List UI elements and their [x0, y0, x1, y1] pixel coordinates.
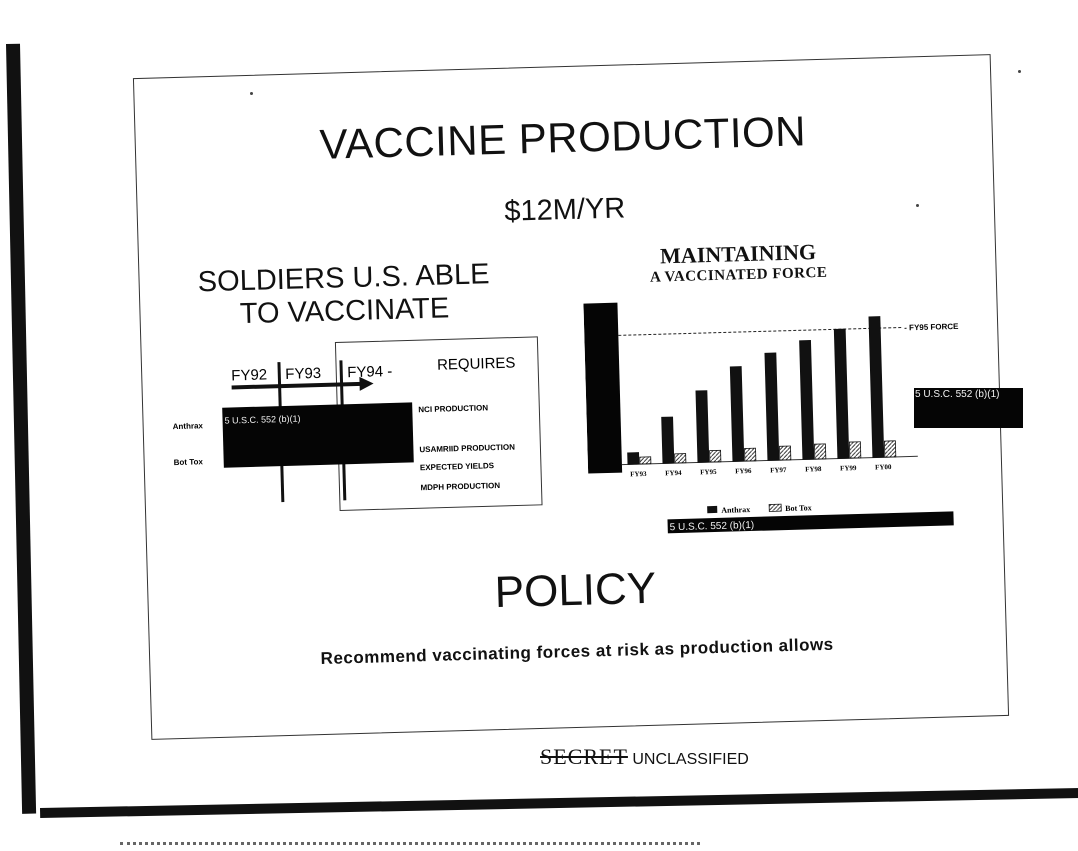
requires-label: REQUIRES	[436, 354, 516, 374]
timeline-period-fy92: FY92	[231, 366, 268, 385]
classification-marking	[540, 744, 749, 770]
redaction-chart-right	[914, 388, 1023, 428]
policy-heading: POLICY	[494, 563, 657, 618]
x-tick-label: FY95	[700, 467, 717, 477]
timeline-period-fy94: FY94 -	[347, 362, 393, 382]
bar-bottox-fy93	[640, 457, 651, 464]
requirement-nci: NCI PRODUCTION	[418, 403, 489, 415]
chart-heading-line2: A VACCINATED FORCE	[649, 264, 828, 286]
bar-bottox-fy96	[745, 448, 756, 461]
x-tick-label: FY96	[735, 466, 752, 476]
bar-anthrax-fy93	[628, 453, 639, 465]
legend-swatch-bottox	[769, 504, 781, 511]
bar-anthrax-fy99	[834, 329, 849, 458]
bar-anthrax-fy96	[730, 367, 744, 462]
redaction-anthrax-row-label: 5 U.S.C. 552 (b)(1)	[224, 413, 301, 426]
bar-bottox-fy94	[675, 454, 686, 464]
classification-struck: SECRET	[540, 744, 628, 769]
row-label-anthrax: Anthrax	[172, 421, 204, 432]
x-tick-label: FY99	[840, 464, 857, 473]
requirement-yields: EXPECTED YIELDS	[419, 461, 495, 473]
x-tick-label: FY93	[630, 469, 647, 479]
requirement-mdph: MDPH PRODUCTION	[420, 480, 501, 493]
x-tick-label: FY97	[770, 465, 787, 475]
scan-page-edge-bottom	[40, 788, 1078, 818]
legend-label-anthrax: Anthrax	[721, 505, 751, 515]
redaction-anthrax-row	[222, 402, 414, 467]
chart-heading-line1: MAINTAINING	[659, 239, 817, 269]
classification-current: UNCLASSIFIED	[632, 751, 749, 768]
bar-bottox-fy99	[849, 442, 860, 458]
redaction-chart-right-label: 5 U.S.C. 552 (b)(1)	[915, 389, 1000, 400]
bar-anthrax-fy00	[869, 317, 884, 458]
scan-page-edge-left	[6, 44, 36, 814]
bar-bottox-fy95	[710, 450, 721, 462]
timeline-period-fy93: FY93	[285, 364, 322, 383]
bar-bottox-fy98	[814, 444, 825, 459]
legend-label-bottox: Bot Tox	[785, 503, 812, 514]
legend-swatch-anthrax	[707, 506, 717, 513]
left-section-heading: SOLDIERS U.S. ABLE TO VACCINATE	[197, 258, 490, 331]
policy-text: Recommend vaccinating forces at risk as production allows	[320, 634, 834, 669]
scan-speck	[1018, 70, 1021, 73]
bar-anthrax-fy95	[696, 391, 709, 463]
slide-title: VACCINE PRODUCTION	[318, 107, 807, 168]
slide-subtitle: $12M/YR	[503, 192, 626, 228]
requirement-usamriid: USAMRIID PRODUCTION	[419, 442, 516, 455]
x-tick-label: FY94	[665, 468, 682, 478]
bar-bottox-fy00	[884, 441, 895, 457]
bar-bottox-fy97	[779, 446, 790, 460]
row-label-bottox: Bot Tox	[173, 457, 204, 468]
bar-anthrax-fy97	[765, 353, 779, 461]
reference-line-label: - FY95 FORCE	[904, 321, 959, 333]
x-tick-label: FY98	[805, 465, 822, 474]
reference-line-force	[618, 327, 902, 335]
timeline-diagram	[160, 327, 545, 528]
redaction-chart-bottom-label: 5 U.S.C. 552 (b)(1)	[669, 519, 755, 534]
bar-anthrax-fy98	[800, 340, 814, 459]
x-tick-label: FY00	[875, 463, 892, 472]
slide	[133, 54, 1007, 738]
bar-anthrax-fy94	[662, 417, 674, 463]
redaction-chart-left-block	[583, 303, 622, 474]
